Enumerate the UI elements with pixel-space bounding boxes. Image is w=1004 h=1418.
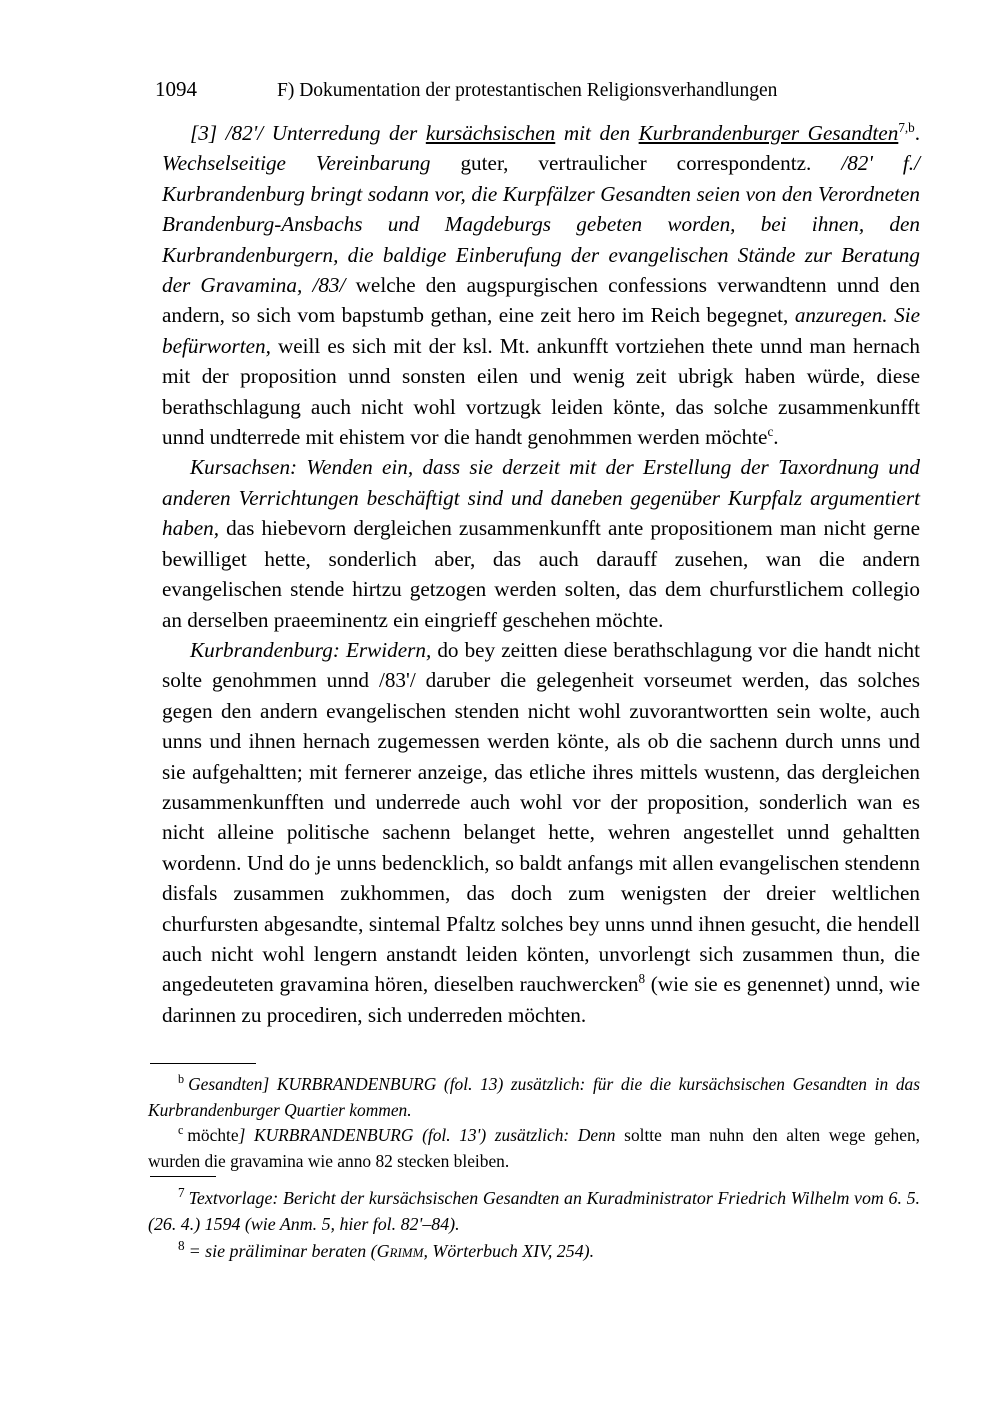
footnote-reference-mark: c — [767, 424, 774, 439]
text-roman: daruber die gelegenheit vorseumet werden, das solches gegen den andern evangelischen stenden nicht wohl zuvorantwortten sein wolte, auch unns und ihnen hernach zugemessen werden könte, als ob die sachenn durch unns und sie aufgehaltten; mit fernerer anzeige, das etliche ihres mittels wustenn, das dergleichen zusammenkunfften und underrede auch wohl vor der proposition, sonderlich wan es nicht alleine politische sachenn belanget hette, wehren angestellet unnd gehaltten wordenn. Und do je unns bedencklich, so baldt anfangs mit allen evangelischen stendenn disfals zusammen zukhommen, das doch zum wenigsten der dreier weltlichen churfursten abgesandte, sintemal Pfaltz solches bey unns unnd ihnen gesucht, die hendell auch nicht wohl lengern anstandt leiden könten, unvorlengt sich zusammen thun, die angedeuteten gravamina hören, dieselben rauchwercken — [162, 668, 920, 997]
footnote-reference-mark: 8 — [638, 971, 645, 987]
text-roman: . — [914, 121, 921, 145]
text-italic: /83/ — [312, 273, 346, 298]
text-italic: , Wörterbuch XIV, 254). — [423, 1240, 595, 1261]
footnote-number-entry — [148, 1238, 920, 1264]
body-paragraph — [162, 118, 920, 452]
text-italic: = sie präliminar beraten ( — [188, 1240, 377, 1261]
text-roman: soltte man nuhn den alten wege gehen, wurden die gravamina wie anno 82 stecken bleiben. — [148, 1125, 920, 1171]
text-italic: Kurbrandenburg: Erwidern, — [190, 637, 432, 662]
text-roman — [217, 121, 226, 145]
text-italic: ] KURBRANDENBURG (fol. 13') zusätzlich: Denn — [238, 1125, 616, 1146]
text-roman: . — [773, 425, 779, 450]
text-italic: Kursachsen: Wenden ein, dass sie derzeit mit der Erstellung der Taxordnung und anderen Verrichtungen beschäftigt sind und daneben gegenüber Kurpfalz argumentiert haben, — [162, 455, 920, 541]
text-roman: welche den augspurgischen confessions verwandtenn unnd den andern, so sich vom bapstumb gethan, eine zeit hero im Reich begegnet, — [162, 273, 921, 328]
footnote-letter-entry — [148, 1123, 920, 1174]
footnote-mark: 7 — [178, 1185, 185, 1201]
footnote-mark: b — [178, 1072, 185, 1087]
text-roman — [263, 121, 272, 145]
footnote-separator-rule-letters — [150, 1063, 256, 1064]
text-roman: das hiebevorn dergleichen zusammenkunfft ante propositionem man nicht gerne bewilliget hette, sonderlich aber, das auch darauff zusehen, wan die andern evangelischen stende hirtzu getzogen werden solten, das dem churfurstlichem collegio an derselben praeeminentz ein eingrieff geschehen möchte. — [162, 516, 920, 632]
text-small-caps: Grimm — [376, 1240, 424, 1261]
footnote-number-entry — [148, 1185, 920, 1238]
body-paragraph — [162, 635, 920, 1030]
footnote-letter-entry — [148, 1072, 920, 1123]
footnote-block-letters — [148, 1072, 920, 1174]
text-italic: [3] — [190, 121, 218, 145]
text-italic: anzuregen. Sie befürworten, — [162, 303, 920, 358]
footnote-block-numbers — [148, 1185, 920, 1264]
footnote-mark: 8 — [178, 1237, 185, 1253]
text-italic-underlined: kursächsischen — [425, 121, 556, 145]
running-head-title: F) Dokumentation der protestantischen Religionsverhandlungen — [277, 80, 778, 101]
text-roman: do bey zeitten diese berathschlagung vor die handt nicht solte genohmmen unnd — [162, 637, 920, 693]
text-roman: (wie sie es genennet) unnd, wie darinnen zu procediren, sich underreden möchten. — [162, 972, 920, 1027]
text-roman — [302, 273, 312, 297]
running-head — [155, 76, 925, 102]
footnote-separator-rule-numbers — [150, 1176, 216, 1177]
text-italic: Wechselseitige Vereinbarung — [162, 151, 431, 176]
footnote-mark: c — [178, 1123, 184, 1138]
text-roman: /83'/ — [378, 668, 416, 693]
text-roman: guter, vertraulicher correspondentz. — [430, 151, 842, 176]
text-italic-underlined: Kurbrandenburger Gesandten — [638, 121, 899, 145]
page-folio-number: 1094 — [155, 77, 197, 101]
text-italic: Textvorlage: Bericht der kursächsischen Gesandten an Kuradministrator Friedrich Wilhelm vom 6. 5. (26. 4.) 1594 (wie Anm. 5, hier fol. 82'–84). — [148, 1188, 920, 1235]
main-text-body — [162, 118, 920, 1030]
text-italic: Gesandten] KURBRANDENBURG (fol. 13) zusätzlich: für die die kursächsischen Gesandten in das Kurbrandenburger Quartier kommen. — [148, 1074, 920, 1120]
footnote-reference-mark: 7,b — [898, 119, 915, 135]
text-italic: Unterredung der — [271, 121, 426, 145]
text-roman: möchte — [187, 1125, 239, 1146]
text-italic: /82' f./ Kurbrandenburg bringt sodann vor, die Kurpfälzer Gesandten seien von den Verordneten Brandenburg-Ansbachs und Magdeburgs gebeten worden, bei ihnen, den Kurbrandenburgern, die baldige Einberufung der evangelischen Stände zur Beratung der Gravamina, — [162, 151, 920, 298]
body-paragraph — [162, 452, 920, 634]
text-roman: weill es sich mit der ksl. Mt. ankunfft vortziehen thete unnd man hernach mit der proposition unnd sonsten eilen und wenig zeit ubrigk haben würde, diese berathschlagung auch nicht wohl vortzugk leiden könte, das solche zusammenkunfft unnd undterrede mit ehistem vor die handt genohmmen werden möchte — [162, 333, 920, 450]
text-italic: /82'/ — [225, 121, 264, 145]
text-italic: mit den — [555, 121, 639, 145]
